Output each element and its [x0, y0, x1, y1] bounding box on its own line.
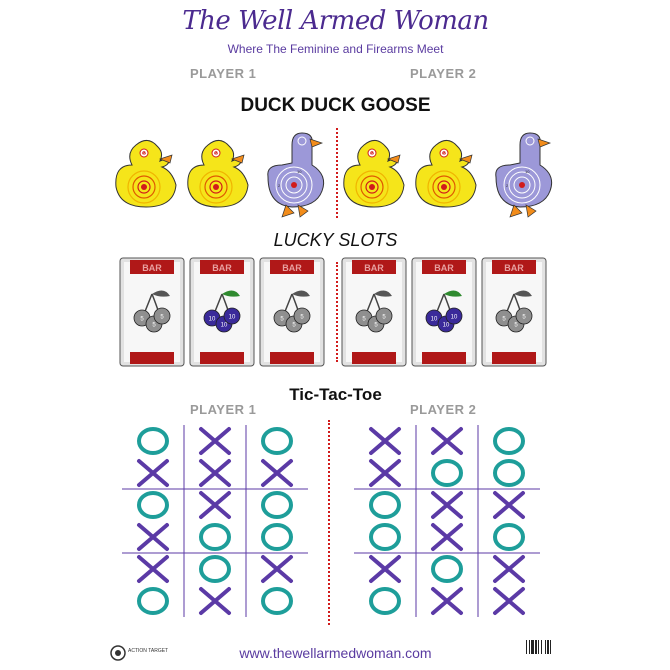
reel-face	[264, 262, 320, 362]
cherry-score: 5	[280, 316, 284, 323]
reel-bar-text: BAR	[282, 263, 302, 273]
x-mark	[201, 461, 229, 485]
goose-center	[291, 182, 297, 188]
duck-score: 20	[370, 152, 375, 156]
x-mark	[371, 557, 399, 581]
o-mark	[371, 525, 399, 549]
reel-bottom-symbol	[492, 352, 536, 364]
o-mark	[201, 557, 229, 581]
barcode-bar	[531, 640, 534, 654]
player2-label-top: PLAYER 2	[410, 66, 477, 81]
duck-score: 20	[214, 152, 219, 156]
cherry-score: 5	[300, 314, 304, 321]
goose-score: 10	[525, 169, 530, 174]
o-mark	[495, 429, 523, 453]
cherry-score: 10	[208, 316, 216, 323]
cherry-score: 10	[228, 314, 236, 321]
o-mark	[201, 525, 229, 549]
duck-score: 20	[442, 152, 447, 156]
goose-bill	[310, 139, 322, 147]
cherry-score: 5	[382, 314, 386, 321]
footer-url[interactable]: www.thewellarmedwoman.com	[239, 645, 432, 661]
reel-bottom-symbol	[270, 352, 314, 364]
o-mark	[139, 429, 167, 453]
o-mark	[139, 589, 167, 613]
duck-target	[416, 140, 476, 207]
reel-face	[486, 262, 542, 362]
o-mark	[263, 493, 291, 517]
barcode	[526, 640, 560, 658]
goose-bill	[538, 139, 550, 147]
tictactoe-section-title: Tic-Tac-Toe	[289, 385, 382, 404]
o-mark	[139, 493, 167, 517]
reel-bar-text: BAR	[434, 263, 454, 273]
barcode-bar	[538, 640, 539, 654]
slot-reel	[120, 258, 184, 366]
barcode-bar	[529, 640, 530, 654]
o-mark	[495, 525, 523, 549]
x-mark	[263, 461, 291, 485]
duck-target	[344, 140, 404, 207]
o-mark	[495, 461, 523, 485]
barcode-bar	[545, 640, 546, 654]
duck-section-title: DUCK DUCK GOOSE	[240, 95, 431, 116]
cherry-score: 5	[522, 314, 526, 321]
x-mark	[139, 525, 167, 549]
brand-title: The Well Armed Woman	[182, 6, 489, 36]
slot-reel	[482, 258, 546, 366]
o-mark	[371, 493, 399, 517]
player1-label-bottom: PLAYER 1	[190, 402, 257, 417]
player2-label-bottom: PLAYER 2	[410, 402, 477, 417]
duck-target	[116, 140, 176, 207]
x-mark	[433, 525, 461, 549]
reel-bottom-symbol	[200, 352, 244, 364]
cherry-score: 5	[362, 316, 366, 323]
reel-face	[124, 262, 180, 362]
barcode-bar	[547, 640, 549, 654]
cherry-score: 5	[292, 322, 296, 329]
o-mark	[263, 525, 291, 549]
reel-face	[416, 262, 472, 362]
goose-score: 10	[297, 169, 302, 174]
reel-bar-text: BAR	[504, 263, 524, 273]
slot-reel	[190, 258, 254, 366]
tictactoe-boards	[108, 425, 563, 630]
cherry-score: 10	[442, 322, 450, 329]
reel-bottom-symbol	[422, 352, 466, 364]
slot-reel	[342, 258, 406, 366]
cherry-score: 5	[502, 316, 506, 323]
o-mark	[433, 557, 461, 581]
logo-text: ACTION TARGET	[128, 648, 169, 654]
cherry-score: 10	[220, 322, 228, 329]
slot-reel	[260, 258, 324, 366]
x-mark	[371, 461, 399, 485]
x-mark	[433, 493, 461, 517]
o-mark	[263, 589, 291, 613]
cherry-score: 5	[160, 314, 164, 321]
reel-face	[346, 262, 402, 362]
x-mark	[433, 589, 461, 613]
tictactoe-board	[354, 425, 540, 617]
tictactoe-board	[122, 425, 308, 617]
cherry-score: 5	[152, 322, 156, 329]
brand-tagline: Where The Feminine and Firearms Meet	[227, 42, 444, 56]
duck-body-center	[213, 184, 219, 190]
barcode-bar	[550, 640, 551, 654]
reel-bottom-symbol	[130, 352, 174, 364]
goose-center	[519, 182, 525, 188]
reel-face	[194, 262, 250, 362]
reel-bottom-symbol	[352, 352, 396, 364]
cherry-score: 5	[514, 322, 518, 329]
x-mark	[495, 557, 523, 581]
reel-bar-text: BAR	[212, 263, 232, 273]
o-mark	[263, 429, 291, 453]
x-mark	[139, 557, 167, 581]
cherry-score: 5	[374, 322, 378, 329]
barcode-bar	[535, 640, 537, 654]
x-mark	[263, 557, 291, 581]
x-mark	[371, 429, 399, 453]
slots-section-title: LUCKY SLOTS	[273, 230, 398, 250]
ducks-row	[108, 125, 563, 220]
cherry-score: 10	[450, 314, 458, 321]
goose-target	[268, 133, 324, 217]
duck-score: 20	[142, 152, 147, 156]
reel-bar-text: BAR	[142, 263, 162, 273]
duck-body-center	[369, 184, 375, 190]
o-mark	[433, 461, 461, 485]
duck-body-center	[141, 184, 147, 190]
x-mark	[495, 589, 523, 613]
reel-bar-text: BAR	[364, 263, 384, 273]
x-mark	[201, 429, 229, 453]
cherry-score: 5	[140, 316, 144, 323]
duck-body-center	[441, 184, 447, 190]
goose-score-outer: 2	[506, 183, 509, 188]
x-mark	[495, 493, 523, 517]
barcode-bar	[526, 640, 527, 654]
barcode-bar	[541, 640, 542, 654]
o-mark	[371, 589, 399, 613]
x-mark	[139, 461, 167, 485]
target-poster	[108, 0, 563, 670]
goose-target	[496, 133, 552, 217]
duck-target	[188, 140, 248, 207]
x-mark	[433, 429, 461, 453]
x-mark	[201, 589, 229, 613]
cherry-score: 10	[430, 316, 438, 323]
slot-reel	[412, 258, 476, 366]
player1-label-top: PLAYER 1	[190, 66, 257, 81]
slots-row	[108, 258, 563, 366]
goose-score-outer: 2	[278, 183, 281, 188]
x-mark	[201, 493, 229, 517]
